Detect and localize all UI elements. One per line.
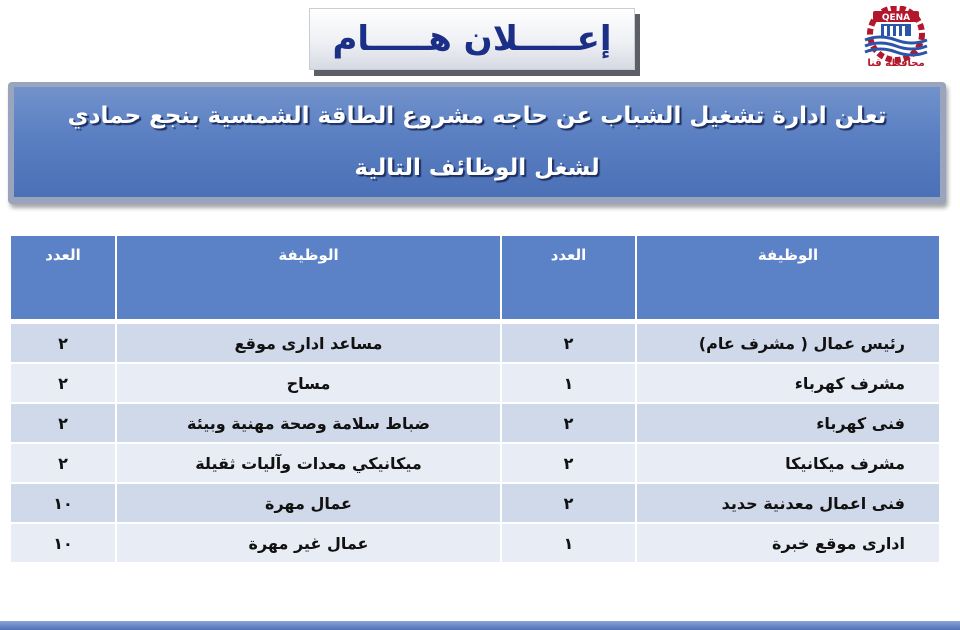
- announcement-banner-panel: [14, 87, 940, 197]
- count-cell: ١٠: [10, 523, 116, 563]
- jobs-table: [9, 236, 941, 564]
- announcement-title: إعـــــلان هـــــام: [332, 19, 612, 59]
- job-cell: مساعد ادارى موقع: [116, 323, 501, 363]
- header-job-right: الوظيفة: [636, 236, 940, 319]
- job-cell: فنى كهرباء: [636, 403, 940, 443]
- table-row: [10, 363, 940, 403]
- announcement-title-box: [309, 8, 635, 70]
- table-row: [10, 403, 940, 443]
- bottom-decorative-bar: [0, 621, 960, 630]
- count-cell: ٢: [10, 363, 116, 403]
- count-cell: ١: [501, 523, 636, 563]
- job-cell: عمال غير مهرة: [116, 523, 501, 563]
- count-cell: ٢: [501, 323, 636, 363]
- table-header-row: [10, 236, 940, 319]
- header-count-left: العدد: [10, 236, 116, 319]
- count-cell: ٢: [10, 443, 116, 483]
- logo-caption: محافظة قنا: [867, 58, 925, 69]
- count-cell: ٢: [501, 443, 636, 483]
- banner-line-1: تعلن ادارة تشغيل الشباب عن حاجه مشروع الطاقة الشمسية بنجع حمادي: [67, 103, 887, 129]
- job-cell: عمال مهرة: [116, 483, 501, 523]
- table-row: [10, 483, 940, 523]
- header-job-left: الوظيفة: [116, 236, 501, 319]
- header-count-right: العدد: [501, 236, 636, 319]
- job-cell: مشرف كهرباء: [636, 363, 940, 403]
- table-row: [10, 323, 940, 363]
- count-cell: ١٠: [10, 483, 116, 523]
- job-cell: ادارى موقع خبرة: [636, 523, 940, 563]
- job-cell: رئيس عمال ( مشرف عام): [636, 323, 940, 363]
- job-cell: فنى اعمال معدنية حديد: [636, 483, 940, 523]
- job-cell: مشرف ميكانيكا: [636, 443, 940, 483]
- count-cell: ٢: [10, 323, 116, 363]
- count-cell: ١: [501, 363, 636, 403]
- announcement-banner: [8, 82, 946, 204]
- job-cell: مساح: [116, 363, 501, 403]
- job-cell: ميكانيكي معدات وآليات ثقيلة: [116, 443, 501, 483]
- count-cell: ٢: [501, 483, 636, 523]
- count-cell: ٢: [501, 403, 636, 443]
- logo-lettering: QENA: [881, 13, 911, 23]
- count-cell: ٢: [10, 403, 116, 443]
- table-row: [10, 523, 940, 563]
- banner-line-2: لشغل الوظائف التالية: [354, 155, 600, 181]
- table-row: [10, 443, 940, 483]
- job-cell: ضباط سلامة وصحة مهنية وبيئة: [116, 403, 501, 443]
